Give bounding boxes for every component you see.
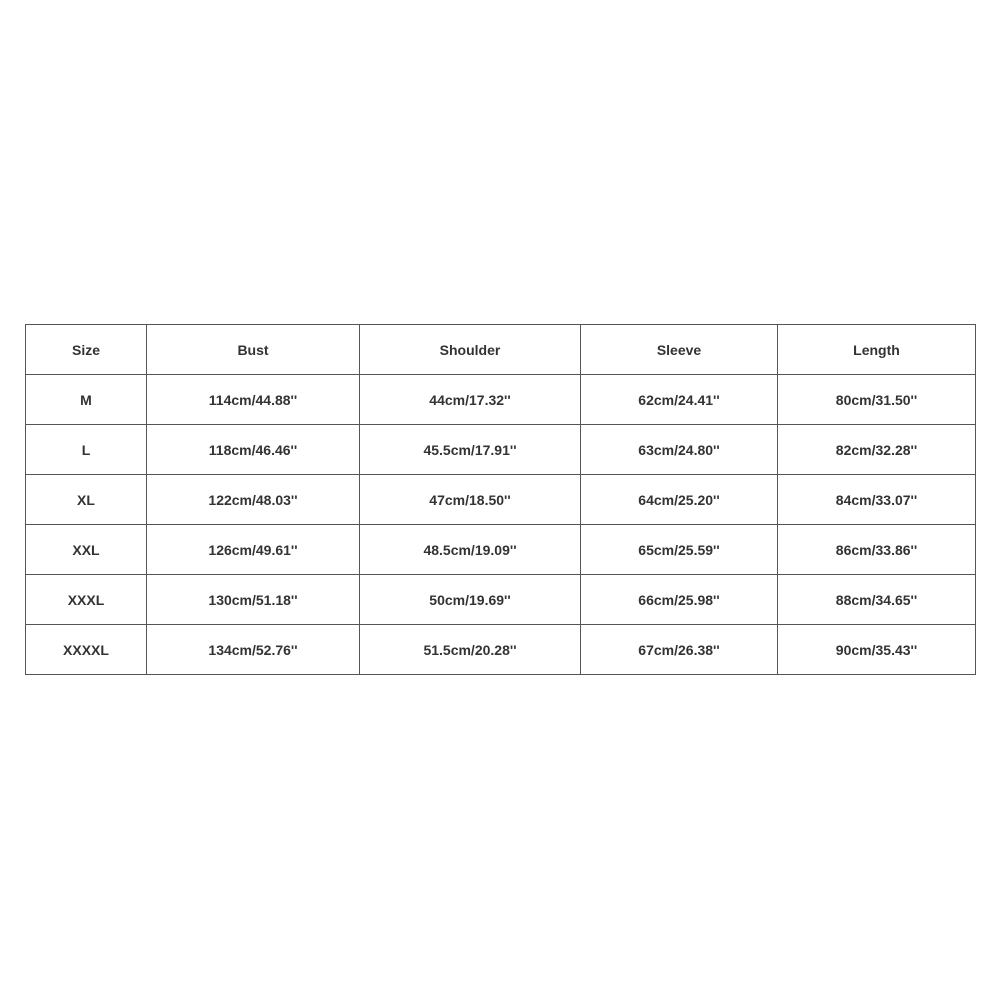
cell-bust: 130cm/51.18'' [147,575,360,625]
cell-sleeve: 62cm/24.41'' [581,375,778,425]
cell-bust: 122cm/48.03'' [147,475,360,525]
table-row [26,425,976,475]
cell-shoulder: 51.5cm/20.28'' [360,625,581,675]
table-row [26,525,976,575]
cell-shoulder: 48.5cm/19.09'' [360,525,581,575]
table-row [26,475,976,525]
cell-sleeve: 66cm/25.98'' [581,575,778,625]
cell-size: L [26,425,147,475]
table-row [26,375,976,425]
cell-length: 80cm/31.50'' [778,375,976,425]
cell-size: M [26,375,147,425]
header-size: Size [26,325,147,375]
cell-bust: 118cm/46.46'' [147,425,360,475]
cell-shoulder: 44cm/17.32'' [360,375,581,425]
size-chart-table [25,324,976,675]
cell-shoulder: 45.5cm/17.91'' [360,425,581,475]
cell-sleeve: 64cm/25.20'' [581,475,778,525]
header-shoulder: Shoulder [360,325,581,375]
cell-shoulder: 50cm/19.69'' [360,575,581,625]
cell-length: 90cm/35.43'' [778,625,976,675]
cell-shoulder: 47cm/18.50'' [360,475,581,525]
cell-length: 84cm/33.07'' [778,475,976,525]
cell-bust: 114cm/44.88'' [147,375,360,425]
cell-length: 88cm/34.65'' [778,575,976,625]
cell-length: 86cm/33.86'' [778,525,976,575]
table-row [26,625,976,675]
cell-length: 82cm/32.28'' [778,425,976,475]
cell-bust: 134cm/52.76'' [147,625,360,675]
table-header-row [26,325,976,375]
cell-bust: 126cm/49.61'' [147,525,360,575]
header-sleeve: Sleeve [581,325,778,375]
cell-sleeve: 67cm/26.38'' [581,625,778,675]
header-bust: Bust [147,325,360,375]
cell-sleeve: 63cm/24.80'' [581,425,778,475]
cell-size: XXL [26,525,147,575]
cell-sleeve: 65cm/25.59'' [581,525,778,575]
header-length: Length [778,325,976,375]
cell-size: XXXL [26,575,147,625]
table-row [26,575,976,625]
cell-size: XL [26,475,147,525]
cell-size: XXXXL [26,625,147,675]
